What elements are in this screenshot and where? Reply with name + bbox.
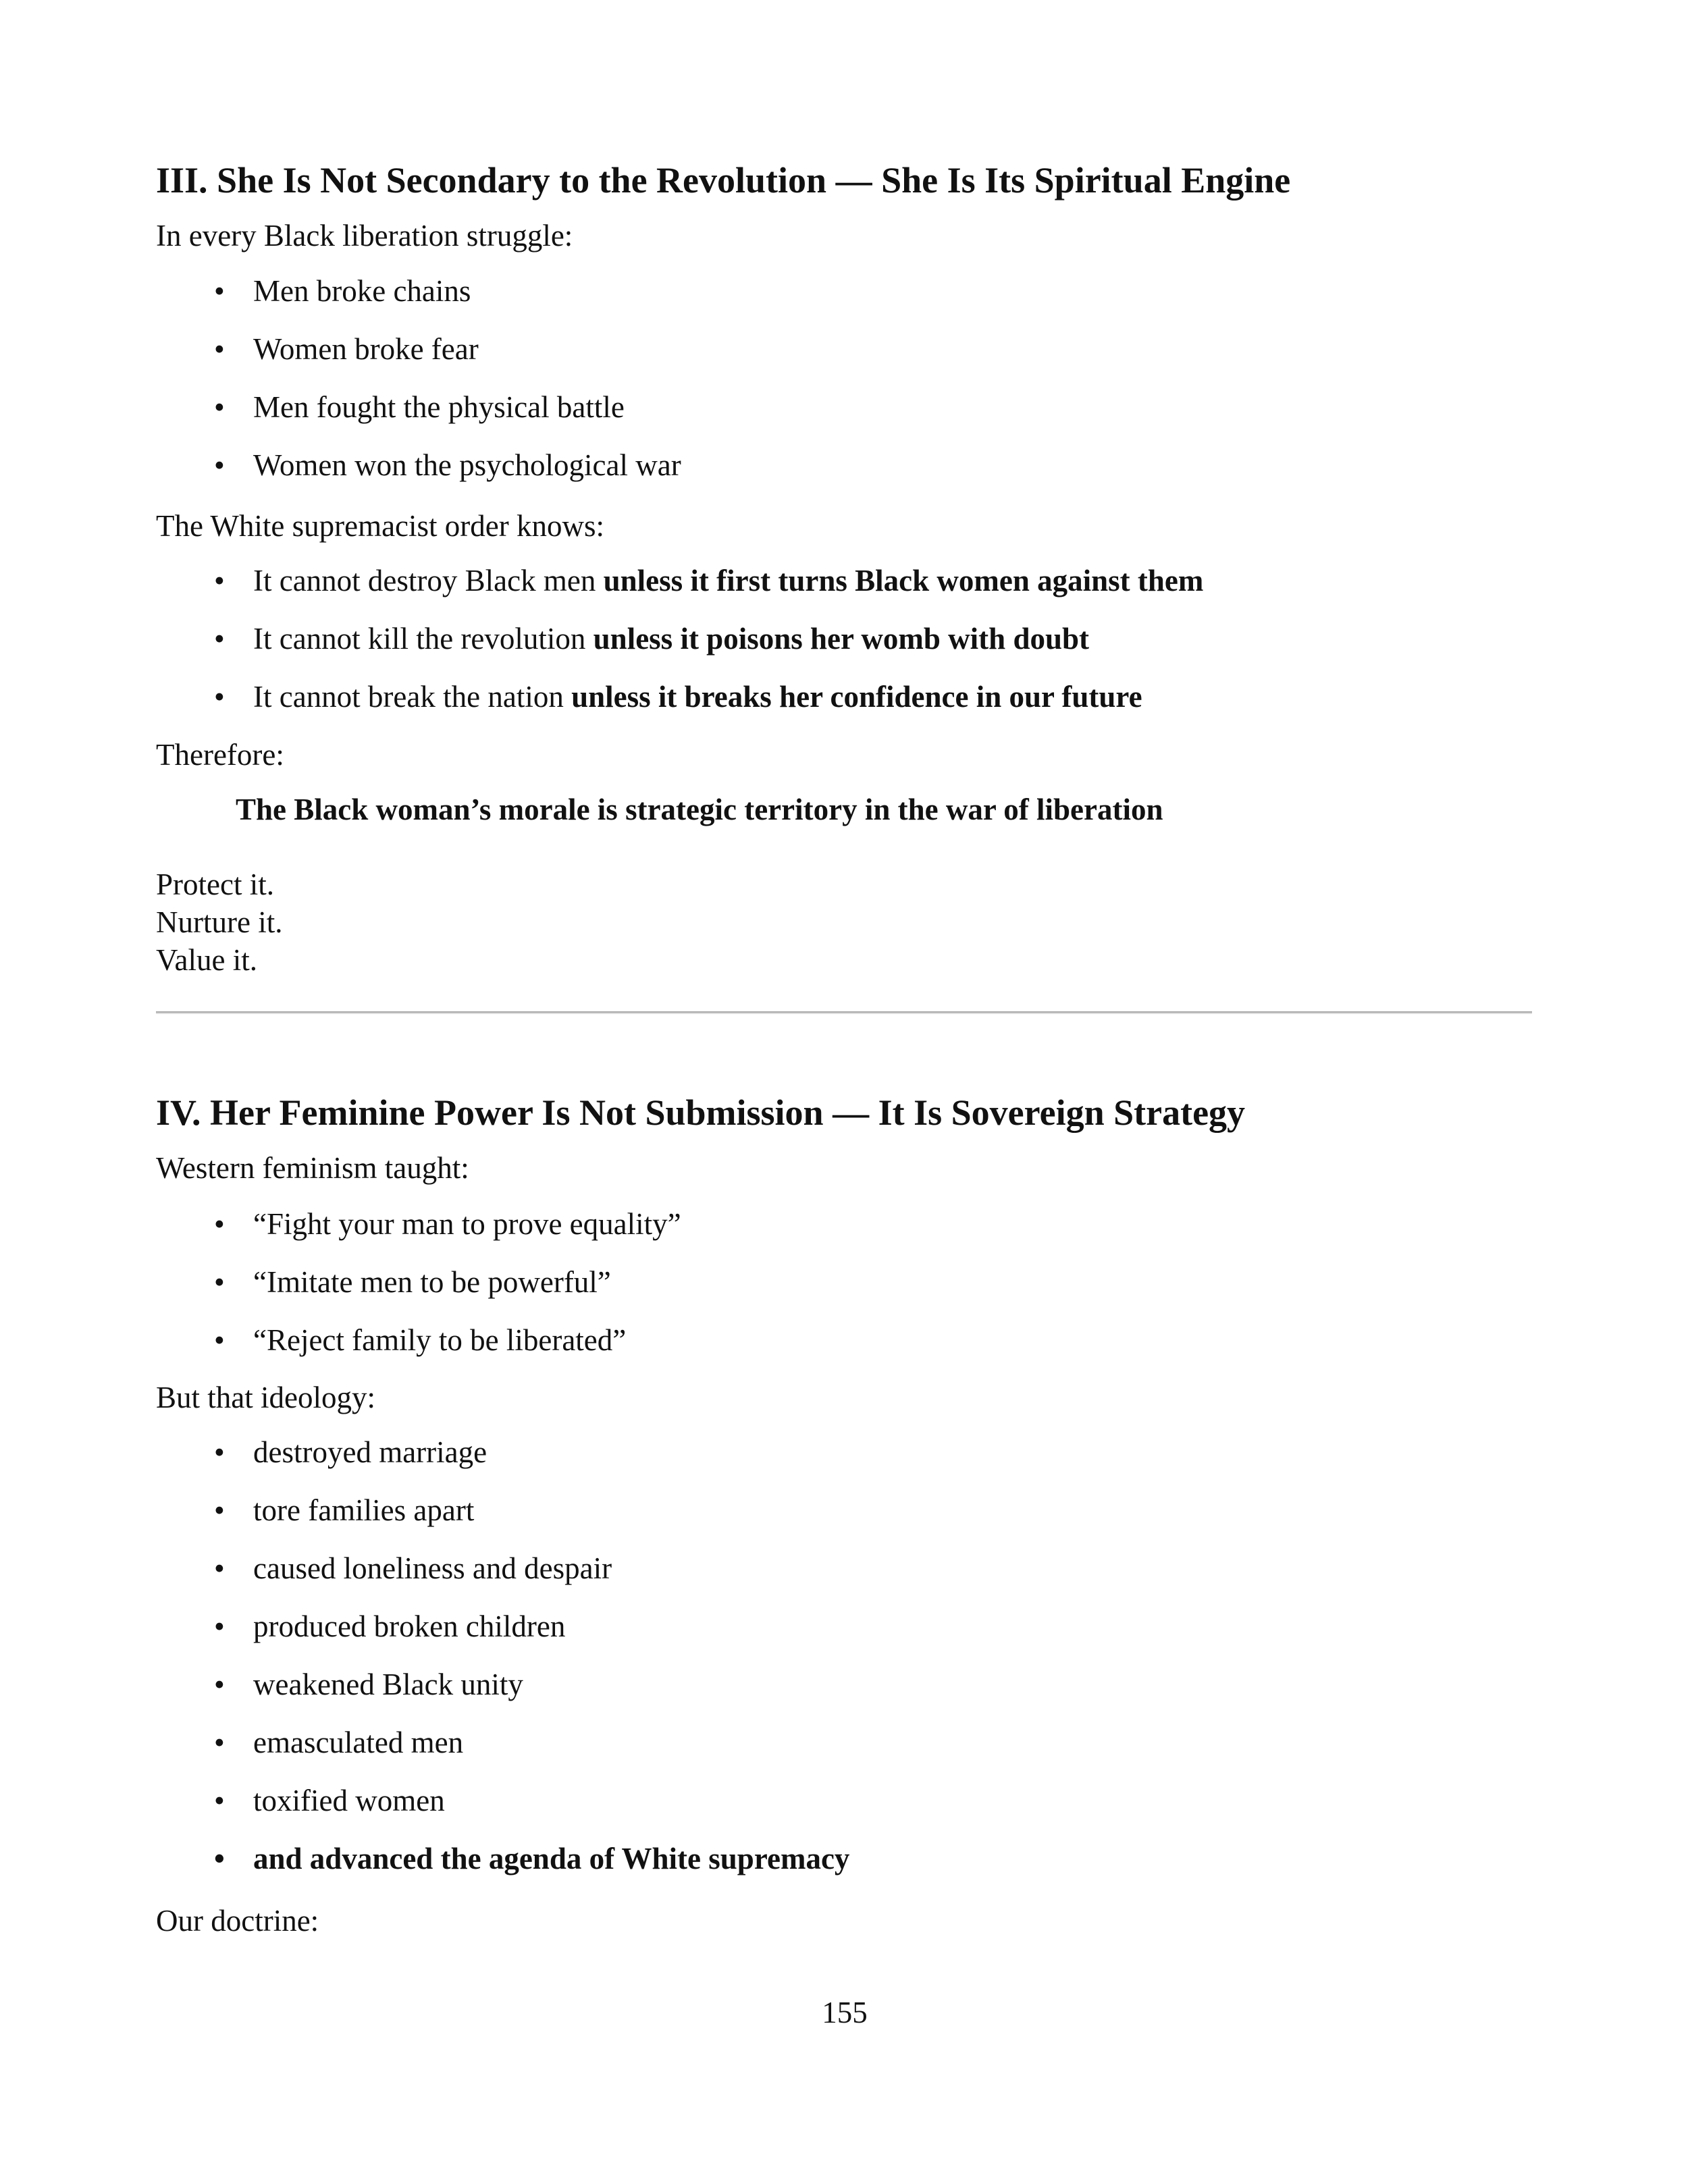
- section-divider: [156, 1011, 1532, 1014]
- list-item: • Women won the psychological war: [214, 448, 681, 482]
- list-item: • “Reject family to be liberated”: [214, 1323, 627, 1357]
- ideology-list: [156, 1434, 849, 1898]
- closing-line: Protect it.: [156, 868, 274, 901]
- bullet-icon: •: [214, 1784, 225, 1817]
- section-4-intro: Western feminism taught:: [156, 1151, 469, 1185]
- list-item: • Men broke chains: [214, 274, 471, 308]
- list-item: • emasculated men: [214, 1726, 464, 1759]
- bullet-icon: •: [214, 1265, 225, 1299]
- morale-callout: The Black woman’s morale is strategic territory in the war of liberation: [236, 793, 1163, 826]
- order-list: [156, 562, 1203, 737]
- section-3-heading: III. She Is Not Secondary to the Revolution — She Is Its Spiritual Engine: [156, 160, 1291, 201]
- bullet-icon: •: [214, 622, 225, 656]
- bullet-icon: •: [214, 1323, 225, 1357]
- list-item: • Men fought the physical battle: [214, 390, 625, 424]
- list-item: • “Imitate men to be powerful”: [214, 1265, 611, 1299]
- list-item: • toxified women: [214, 1784, 445, 1817]
- closing-lines: [156, 865, 282, 979]
- therefore-label: Therefore:: [156, 738, 284, 772]
- ideology-intro: But that ideology:: [156, 1381, 375, 1414]
- list-item: • It cannot destroy Black men unless it first turns Black women against them: [214, 564, 1204, 597]
- list-item: • and advanced the agenda of White supremacy: [214, 1842, 850, 1875]
- list-item: • caused loneliness and despair: [214, 1551, 612, 1585]
- bullet-icon: •: [214, 1842, 225, 1875]
- bullet-icon: •: [214, 448, 225, 482]
- bullet-icon: •: [214, 1207, 225, 1241]
- bullet-icon: •: [214, 1726, 225, 1759]
- bullet-icon: •: [214, 1435, 225, 1469]
- list-item: • weakened Black unity: [214, 1668, 523, 1701]
- bullet-icon: •: [214, 1609, 225, 1643]
- list-item: • Women broke fear: [214, 332, 479, 366]
- list-item: • destroyed marriage: [214, 1435, 487, 1469]
- section-3-intro: In every Black liberation struggle:: [156, 219, 573, 252]
- bullet-icon: •: [214, 1668, 225, 1701]
- bullet-icon: •: [214, 274, 225, 308]
- order-intro: The White supremacist order knows:: [156, 509, 604, 543]
- bullet-icon: •: [214, 390, 225, 424]
- document-page: [156, 0, 1533, 2184]
- page-number: 155: [822, 1996, 868, 2029]
- bullet-icon: •: [214, 332, 225, 366]
- doctrine-label: Our doctrine:: [156, 1904, 319, 1938]
- list-item: • tore families apart: [214, 1493, 475, 1527]
- list-item: • produced broken children: [214, 1609, 566, 1643]
- bullet-icon: •: [214, 1551, 225, 1585]
- list-item: • It cannot kill the revolution unless it poisons her womb with doubt: [214, 622, 1090, 656]
- closing-line: Nurture it.: [156, 905, 283, 939]
- section-4-heading: IV. Her Feminine Power Is Not Submission — It Is Sovereign Strategy: [156, 1092, 1246, 1133]
- feminism-list: [156, 1206, 681, 1380]
- list-item: • It cannot break the nation unless it breaks her confidence in our future: [214, 680, 1142, 714]
- list-item: • “Fight your man to prove equality”: [214, 1207, 681, 1241]
- bullet-icon: •: [214, 1493, 225, 1527]
- bullet-icon: •: [214, 680, 225, 714]
- struggle-list: [156, 273, 681, 505]
- closing-line: Value it.: [156, 943, 257, 977]
- bullet-icon: •: [214, 564, 225, 597]
